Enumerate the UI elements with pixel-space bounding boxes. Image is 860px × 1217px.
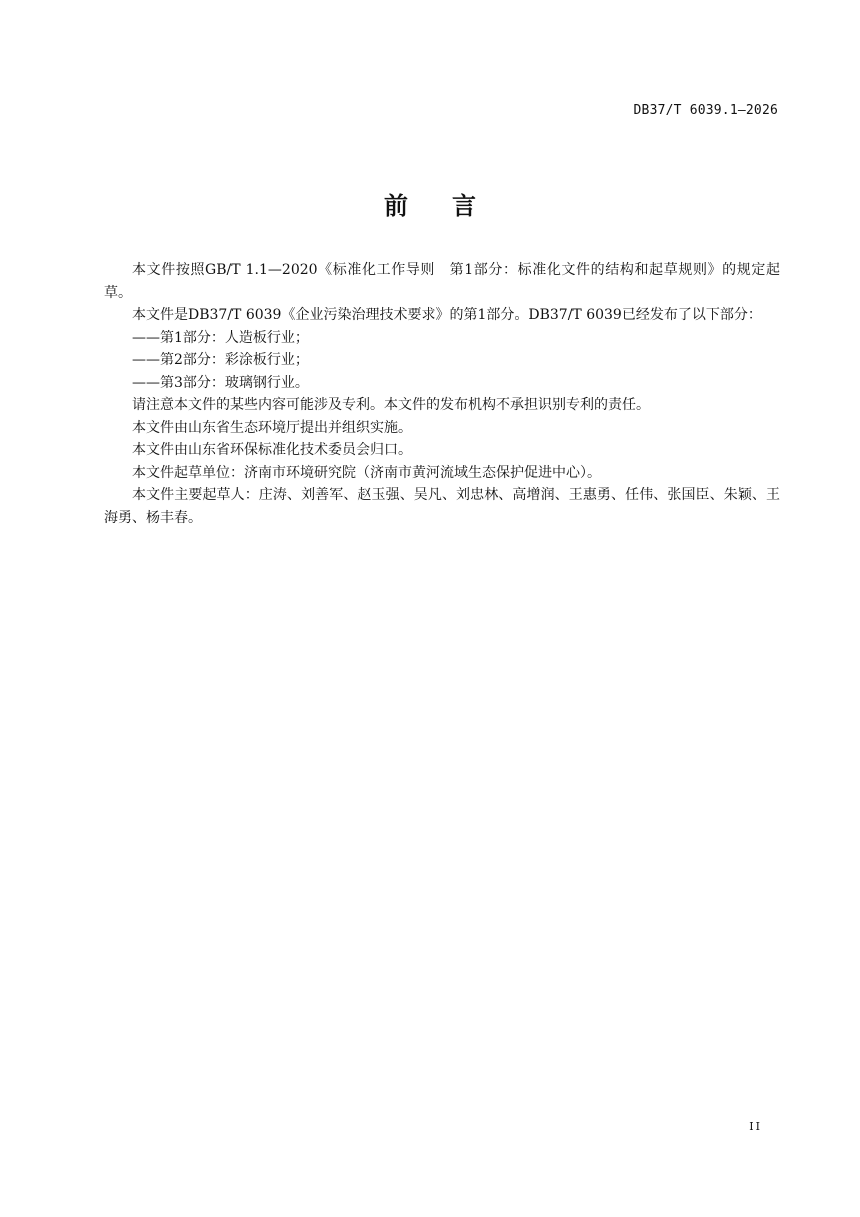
paragraph-drafting-organization: 本文件起草单位：济南市环境研究院（济南市黄河流域生态保护促进中心）。 — [132, 464, 601, 481]
list-item-part-3: ——第3部分：玻璃钢行业。 — [132, 374, 309, 391]
foreword-body — [104, 259, 780, 529]
paragraph-patent-notice: 请注意本文件的某些内容可能涉及专利。本文件的发布机构不承担识别专利的责任。 — [132, 397, 650, 413]
list-item-part-2: ——第2部分：彩涂板行业； — [132, 352, 309, 368]
paragraph-drafting-rules: 本文件按照GB/T 1.1—2020《标准化工作导则 第1部分：标准化文件的结构和起草规则》的规定起草。 — [104, 262, 780, 301]
list-item-part-1: ——第1部分：人造板行业； — [132, 329, 309, 346]
title-part-1: 前 — [384, 192, 408, 220]
paragraph-series-intro: 本文件是DB37/T 6039《企业污染治理技术要求》的第1部分。DB37/T 6039已经发布了以下部分： — [132, 307, 762, 323]
page-number: II — [749, 1120, 762, 1133]
paragraph-proposer: 本文件由山东省生态环境厅提出并组织实施。 — [132, 419, 412, 436]
title-part-2: 言 — [452, 192, 476, 220]
document-code: DB37/T 6039.1—2026 — [633, 103, 778, 118]
page-title — [0, 186, 860, 221]
paragraph-responsible-committee: 本文件由山东省环保标准化技术委员会归口。 — [132, 442, 412, 458]
paragraph-drafters: 本文件主要起草人：庄涛、刘善军、赵玉强、吴凡、刘忠林、高增润、王惠勇、任伟、张国臣、朱颖、王海勇、杨丰春。 — [104, 487, 780, 526]
